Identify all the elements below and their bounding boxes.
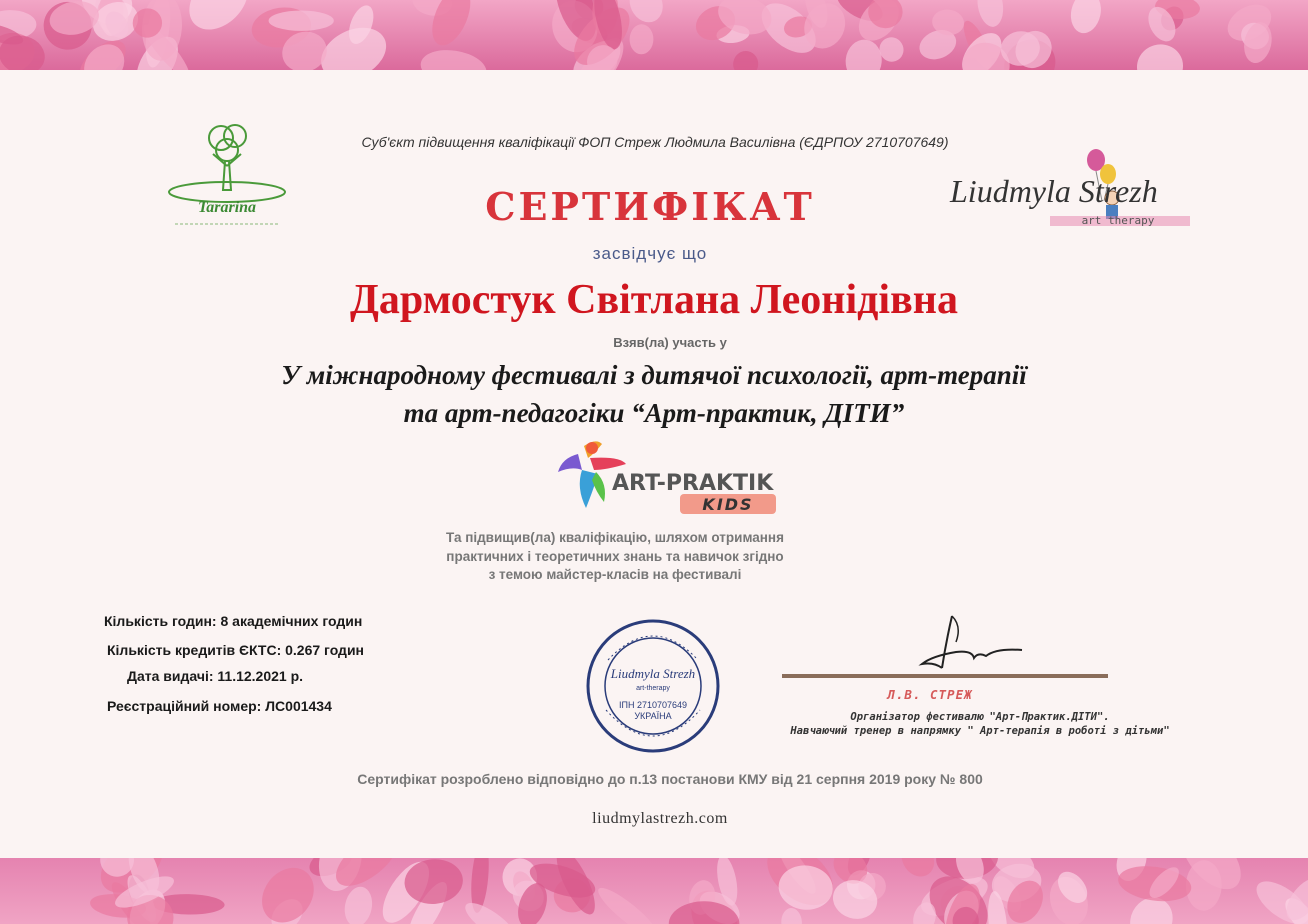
website-link[interactable]: liudmylastrezh.com [592, 810, 728, 827]
legal-footnote: Сертифікат розроблено відповідно до п.13 постанови КМУ від 21 серпня 2019 року № 800 [357, 771, 983, 787]
issue-date-text: Дата видачі: 11.12.2021 р. [127, 668, 304, 684]
hours-text: Кількість годин: 8 академічних годин [104, 613, 363, 629]
tree-logo-icon [165, 116, 290, 231]
recipient-name: Дармостук Світлана Леонідівна [350, 277, 958, 323]
signer-role-line-2: Навчаючий тренер в напрямку " Арт-терапія в роботі з дітьми" [790, 725, 1170, 737]
provider-line: Суб'єкт підвищення кваліфікації ФОП Стреж Людмила Василівна (ЄДРПОУ 2710707649) [361, 134, 949, 150]
certifies-text: засвідчує що [592, 244, 708, 263]
handwritten-signature [912, 612, 1032, 676]
reg-number-text: Реєстраційний номер: ЛС001434 [107, 698, 332, 714]
participated-text: Взяв(ла) участь у [613, 335, 727, 350]
stamp-sub-text: art-therapy [636, 685, 670, 692]
art-praktik-text: ART-PRAKTIK [612, 471, 774, 496]
event-line-1: У міжнародному фестивалі з дитячої психології, арт-терапії [281, 360, 1027, 390]
event-title [180, 356, 1128, 432]
logo-name-text: Liudmyla Strezh [950, 173, 1158, 209]
qualification-text [380, 529, 850, 585]
liudmyla-strezh-logo [940, 146, 1230, 236]
qualification-line-2: практичних і теоретичних знань та навичок згідно [446, 548, 784, 564]
signature-icon [912, 612, 1032, 676]
flower-petal [269, 11, 334, 31]
signer-name: Л.В. СТРЕЖ [887, 687, 973, 702]
bottom-flower-band [0, 858, 1308, 924]
stamp-name-text: Liudmyla Strezh [610, 666, 696, 681]
colorful-figure-logo-icon [550, 436, 790, 520]
event-line-2: та арт-педагогіки “Арт-практик, ДІТИ” [403, 398, 905, 428]
balloon-child-logo-icon [940, 146, 1230, 236]
signature-line [782, 674, 1108, 678]
top-flower-band [0, 0, 1308, 70]
logo-sub-text: art therapy [1081, 214, 1155, 227]
signer-role [700, 710, 1260, 738]
flower-pattern-top [0, 0, 1308, 70]
stamp-country-text: УКРАЇНА [634, 711, 672, 721]
stamp-code-text: ІПН 2710707649 [618, 700, 688, 710]
credits-text: Кількість кредитів ЄКТС: 0.267 годин [107, 642, 365, 658]
tararina-logo [165, 116, 290, 231]
flower-pattern-bottom [0, 858, 1308, 924]
certificate-title: СЕРТИФІКАТ [485, 184, 815, 229]
art-praktik-kids-logo [550, 436, 790, 520]
qualification-line-1: Та підвищив(ла) кваліфікацію, шляхом отримання [446, 530, 784, 545]
signer-role-line-1: Організатор фестивалю "Арт-Практик.ДІТИ". [850, 711, 1110, 723]
kids-text: KIDS [702, 495, 754, 514]
tararina-logo-text: Tararina [197, 199, 257, 216]
qualification-line-3: з темою майстер-класів на фестивалі [488, 567, 742, 582]
